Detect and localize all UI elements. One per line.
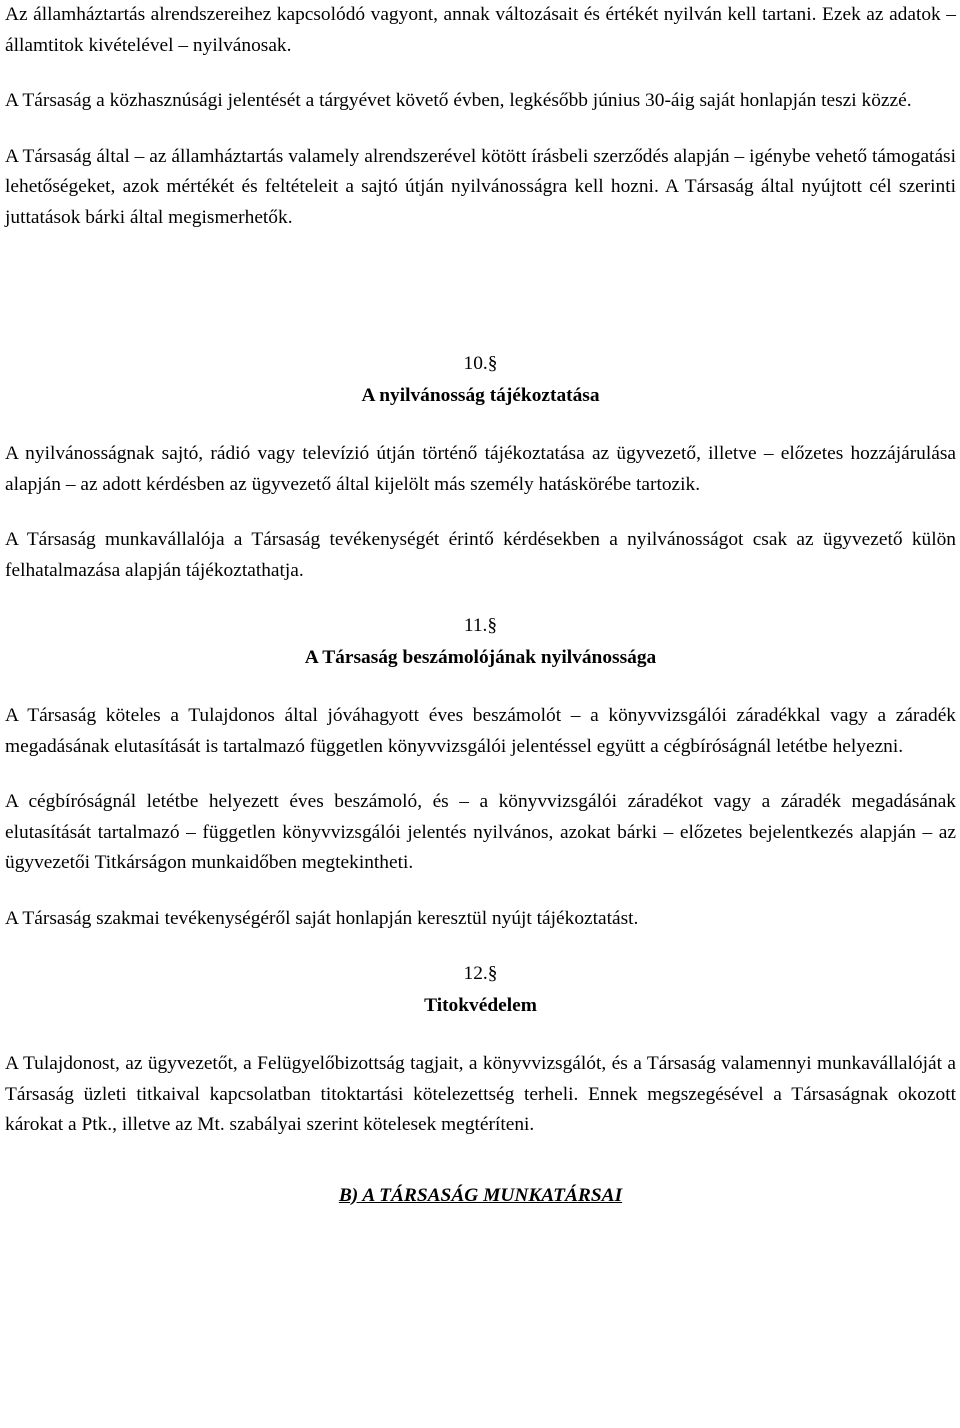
section-11-paragraph-2: A cégbíróságnál letétbe helyezett éves beszámoló, és – a könyvvizsgálói záradékot vagy a záradék megadásának elutasítását tartalmazó – független könyvvizsgálói jelentés nyilvános, azokat bárki – előzetes bejelentkezés alapján – az ügyvezetői Titkárságon munkaidőben megtekintheti. — [5, 791, 956, 873]
section-10-paragraph-1: A nyilvánosságnak sajtó, rádió vagy televízió útján történő tájékoztatása az ügyvezető, illetve – előzetes hozzájárulása alapján – az adott kérdésben az ügyvezető által kijelölt más személy hatáskörébe tartozik. — [5, 443, 956, 495]
document-page — [5, 0, 956, 1211]
section-sign-icon: § — [487, 615, 498, 636]
section-11-number: 11. — [463, 615, 488, 636]
section-12-paragraph-1: A Tulajdonost, az ügyvezetőt, a Felügyelőbizottság tagjait, a könyvvizsgálót, és a Társaság valamennyi munkavállalóját a Társaság üzleti titkaival kapcsolatban titoktartási kötelezettség terheli. Ennek megszegésével a Társaságnak okozott károkat a Ptk., illetve az Mt. szabályai szerint kötelesek megtéríteni. — [5, 1053, 956, 1135]
intro-paragraph-1: Az államháztartás alrendszereihez kapcsolódó vagyont, annak változásait és értékét nyilván kell tartani. Ezek az adatok – államtitok kivételével – nyilvánosak. — [5, 4, 956, 56]
section-12-title: Titokvédelem — [424, 995, 537, 1016]
section-11-paragraph-3: A Társaság szakmai tevékenységéről saját honlapján keresztül nyújt tájékoztatást. — [5, 907, 639, 929]
intro-paragraph-2: A Társaság a közhasznúsági jelentését a tárgyévet követő évben, legkésőbb június 30-áig saját honlapján teszi közzé. — [5, 90, 912, 111]
part-b-title: B) A TÁRSASÁG MUNKATÁRSAI — [338, 1184, 623, 1206]
section-11-title: A Társaság beszámolójának nyilvánossága — [304, 647, 657, 668]
section-12-number: 12. — [463, 963, 488, 984]
section-10-title: A nyilvánosság tájékoztatása — [361, 385, 600, 406]
section-11 — [5, 611, 956, 934]
section-sign-icon: § — [487, 353, 498, 374]
section-12 — [5, 959, 956, 1141]
section-sign-icon: § — [487, 963, 498, 984]
intro-paragraph-3: A Társaság által – az államháztartás valamely alrendszerével kötött írásbeli szerződés alapján – igénybe vehető támogatási lehetőségeket, azok mértékét és feltételeit a sajtó útján nyilvánosságra kell hozni. A Társaság által nyújtott cél szerinti juttatások bárki által megismerhetők. — [5, 145, 956, 228]
section-10 — [5, 349, 956, 586]
section-10-paragraph-2: A Társaság munkavállalója a Társaság tevékenységét érintő kérdésekben a nyilvánosságot csak az ügyvezető külön felhatalmazása alapján tájékoztathatja. — [5, 529, 956, 581]
section-10-number: 10. — [463, 353, 488, 374]
section-11-paragraph-1: A Társaság köteles a Tulajdonos által jóváhagyott éves beszámolót – a könyvvizsgálói záradékkal vagy a záradék megadásának elutasítását is tartalmazó független könyvvizsgálói jelentéssel együtt a cégbíróságnál letétbe helyezni. — [5, 705, 956, 757]
